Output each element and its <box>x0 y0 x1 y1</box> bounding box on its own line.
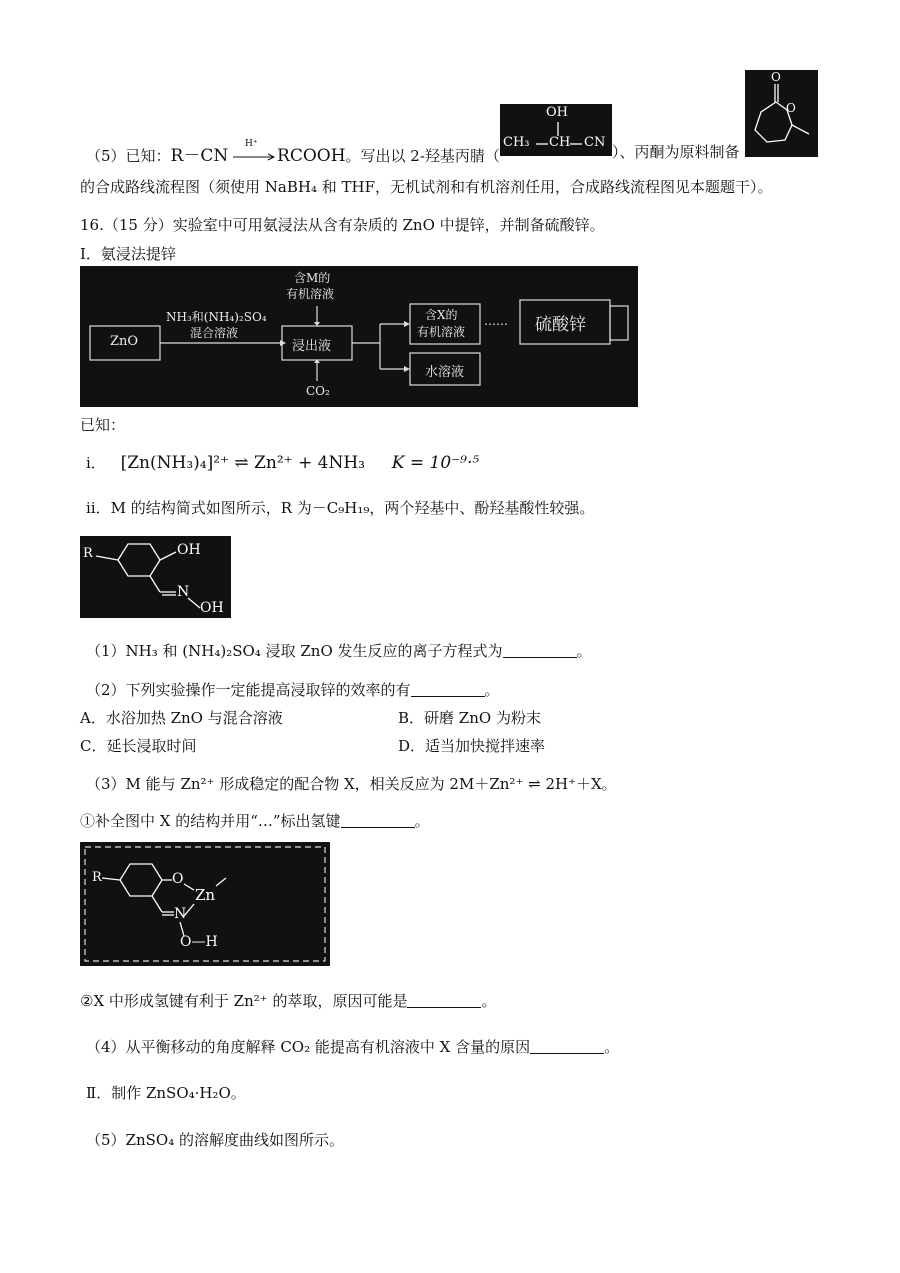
oh-label: OH <box>546 105 568 120</box>
option-c: C．延长浸取时间 <box>80 737 197 755</box>
q3-2-text: ②X 中形成氢键有利于 Zn²⁺ 的萃取，原因可能是 <box>80 992 408 1010</box>
m-r-label: R <box>83 546 93 561</box>
q3-1-period: 。 <box>414 812 430 830</box>
ch-label: CH <box>549 135 571 150</box>
reaction-arrow <box>233 139 277 165</box>
option-d: D．适当加快搅拌速率 <box>398 737 546 755</box>
x-o-label: O <box>172 871 184 887</box>
lactone-svg <box>745 70 818 157</box>
x-zn-label: Zn <box>195 886 216 904</box>
q15-eq-left: R－CN <box>170 146 229 166</box>
flow-m-line1: 含M的 <box>294 271 331 285</box>
q3-1-text: ①补全图中 X 的结构并用“…”标出氢键 <box>80 812 341 830</box>
flow-m-line2: 有机溶液 <box>286 287 335 301</box>
flow-co2: CO₂ <box>306 384 330 398</box>
flow-reagent-line1: NH₃和(NH₄)₂SO₄ <box>166 310 267 324</box>
known-ii: ⅱ．M 的结构简式如图所示，R 为－C₉H₁₉，两个羟基中、酚羟基酸性较强。 <box>86 499 595 517</box>
known-i <box>86 452 479 473</box>
q2-period: 。 <box>484 681 500 699</box>
x-r-label: R <box>92 870 102 885</box>
lactone-structure <box>745 70 818 157</box>
q15-part5-label: （5）已知： <box>86 147 171 165</box>
q4-answer-blank[interactable] <box>530 1039 604 1054</box>
option-b: B．研磨 ZnO 为粉末 <box>398 709 541 727</box>
q16-part1-heading: Ⅰ．氨浸法提锌 <box>80 245 176 263</box>
ch3-label: CH₃ <box>503 135 530 150</box>
known-i-label: ⅰ． <box>86 454 106 472</box>
m-n-label: N <box>177 584 190 600</box>
q3-2-period: 。 <box>481 992 497 1010</box>
x-n-label: N <box>174 906 187 922</box>
m-oh-label: OH <box>177 542 201 558</box>
known-label: 已知： <box>80 416 126 434</box>
arrow-condition: H⁺ <box>245 139 258 149</box>
q15-text1: 。写出以 2-羟基丙腈（ <box>345 147 500 165</box>
ring-o-label: O <box>786 101 796 115</box>
q1-period: 。 <box>576 642 592 660</box>
known-i-equation: [Zn(NH₃)₄]²⁺ ⇌ Zn²⁺ + 4NH₃ <box>120 453 365 473</box>
m-structure <box>80 536 231 618</box>
flow-aqueous: 水溶液 <box>425 365 465 380</box>
flow-dots: …… <box>484 314 508 328</box>
q3-1-answer-blank[interactable] <box>341 813 415 828</box>
flow-leach: 浸出液 <box>292 339 332 354</box>
q3: （3）M 能与 Zn²⁺ 形成稳定的配合物 X，相关反应为 2M＋Zn²⁺ ⇌ 2H⁺＋X。 <box>86 775 617 793</box>
x-structure <box>80 842 330 966</box>
flow-x-line1: 含X的 <box>425 308 458 322</box>
q1 <box>86 640 592 661</box>
q15-eq-right: RCOOH <box>277 146 346 166</box>
q5: （5）ZnSO₄ 的溶解度曲线如图所示。 <box>86 1131 344 1149</box>
q2 <box>86 679 500 700</box>
q2-answer-blank[interactable] <box>411 682 485 697</box>
x-oh-label: O—H <box>180 934 218 950</box>
option-a: A．水浴加热 ZnO 与混合溶液 <box>80 709 283 727</box>
flow-x-line2: 有机溶液 <box>417 325 466 339</box>
flow-reagent-line2: 混合溶液 <box>190 326 239 340</box>
q1-answer-blank[interactable] <box>503 643 577 658</box>
q2-text: （2）下列实验操作一定能提高浸取锌的效率的有 <box>86 681 411 699</box>
q15-line2: 的合成路线流程图（须使用 NaBH₄ 和 THF，无机试剂和有机溶剂任用，合成路线流程图见本题题干）。 <box>80 178 773 196</box>
q3-2 <box>80 990 496 1011</box>
flow-product: 硫酸锌 <box>535 315 586 335</box>
q15-part5-line1 <box>86 141 500 166</box>
known-i-k: K = 10⁻⁹·⁵ <box>391 453 480 473</box>
q4 <box>86 1036 619 1057</box>
q1-text: （1）NH₃ 和 (NH₄)₂SO₄ 浸取 ZnO 发生反应的离子方程式为 <box>86 642 503 660</box>
right-arrow-icon <box>233 149 277 165</box>
flow-zno: ZnO <box>110 334 139 349</box>
q15-text2: ）、丙酮为原料制备 <box>612 143 740 161</box>
q3-1 <box>80 810 430 831</box>
m-oh2-label: OH <box>200 600 224 616</box>
hydroxy-nitrile-structure <box>500 104 612 156</box>
part2-heading: Ⅱ．制作 ZnSO₄·H₂O。 <box>86 1084 246 1102</box>
q3-2-answer-blank[interactable] <box>407 993 481 1008</box>
flow-chart <box>80 266 638 407</box>
q4-period: 。 <box>604 1038 620 1056</box>
cn-label: CN <box>584 135 606 150</box>
flow-chart-svg <box>80 266 638 407</box>
q16-title: 16.（15 分）实验室中可用氨浸法从含有杂质的 ZnO 中提锌，并制备硫酸锌。 <box>80 216 605 234</box>
q4-text: （4）从平衡移动的角度解释 CO₂ 能提高有机溶液中 X 含量的原因 <box>86 1038 531 1056</box>
carbonyl-o-label: O <box>771 70 781 84</box>
